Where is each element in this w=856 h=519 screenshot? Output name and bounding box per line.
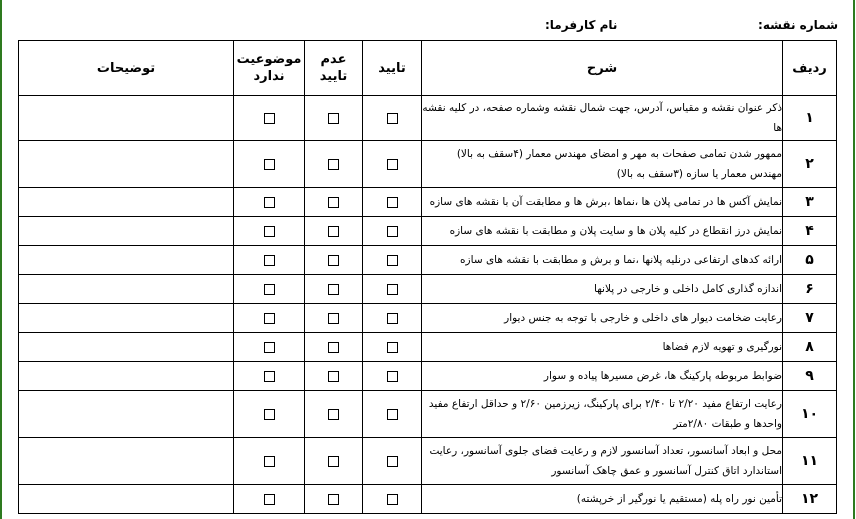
not-approve-cell — [305, 246, 363, 275]
not-applicable-cell — [234, 246, 305, 275]
not-approve-checkbox[interactable] — [328, 113, 339, 124]
not-applicable-checkbox[interactable] — [264, 313, 275, 324]
approve-cell — [363, 485, 422, 514]
not-applicable-checkbox[interactable] — [264, 226, 275, 237]
row-number: ۵ — [783, 246, 837, 275]
approve-cell — [363, 188, 422, 217]
table-row — [19, 333, 837, 362]
not-applicable-cell — [234, 141, 305, 188]
table-row — [19, 96, 837, 141]
notes-cell[interactable] — [19, 304, 234, 333]
notes-cell[interactable] — [19, 96, 234, 141]
approve-cell — [363, 304, 422, 333]
not-approve-cell — [305, 438, 363, 485]
notes-cell[interactable] — [19, 438, 234, 485]
not-applicable-cell — [234, 362, 305, 391]
row-number: ۴ — [783, 217, 837, 246]
not-applicable-checkbox[interactable] — [264, 371, 275, 382]
row-number: ۳ — [783, 188, 837, 217]
approve-cell — [363, 275, 422, 304]
not-applicable-checkbox[interactable] — [264, 197, 275, 208]
map-number-label: شماره نقشه: — [758, 18, 838, 32]
row-number: ۷ — [783, 304, 837, 333]
not-approve-cell — [305, 217, 363, 246]
row-description: اندازه گذاری کامل داخلی و خارجی در پلانها — [422, 275, 783, 304]
not-applicable-checkbox[interactable] — [264, 255, 275, 266]
not-applicable-checkbox[interactable] — [264, 494, 275, 505]
not-approve-checkbox[interactable] — [328, 284, 339, 295]
notes-cell[interactable] — [19, 362, 234, 391]
row-description: ارائه کدهای ارتفاعی درنلیه پلانها ،نما و برش و مطابقت با نقشه های سازه — [422, 246, 783, 275]
table-row — [19, 304, 837, 333]
row-description: رعایت ارتفاع مفید ۲/۲۰ تا ۲/۴۰ برای پارکینگ، زیرزمین ۲/۶۰ و حداقل ارتفاع مفید واحدها و طبقات ۲/۸۰متر — [422, 391, 783, 438]
row-number: ۶ — [783, 275, 837, 304]
not-approve-cell — [305, 485, 363, 514]
not-approve-cell — [305, 362, 363, 391]
table-header-row — [19, 41, 837, 96]
approve-cell — [363, 96, 422, 141]
row-number: ۱۰ — [783, 391, 837, 438]
row-description: ممهور شدن تمامی صفحات به مهر و امضای مهندس معمار (۴سقف به بالا) مهندس معمار یا سازه (۳سقف به بالا) — [422, 141, 783, 188]
approve-cell — [363, 438, 422, 485]
not-applicable-cell — [234, 275, 305, 304]
not-applicable-cell — [234, 438, 305, 485]
not-approve-checkbox[interactable] — [328, 409, 339, 420]
right-border-rule — [853, 0, 855, 519]
notes-cell[interactable] — [19, 188, 234, 217]
notes-cell[interactable] — [19, 275, 234, 304]
checklist-table — [18, 40, 837, 514]
row-number: ۱ — [783, 96, 837, 141]
approve-cell — [363, 362, 422, 391]
row-number: ۱۲ — [783, 485, 837, 514]
not-approve-cell — [305, 391, 363, 438]
not-applicable-checkbox[interactable] — [264, 456, 275, 467]
not-approve-cell — [305, 141, 363, 188]
column-header-approve: تایید — [363, 41, 422, 96]
table-row — [19, 275, 837, 304]
not-applicable-cell — [234, 333, 305, 362]
not-applicable-cell — [234, 217, 305, 246]
table-row — [19, 391, 837, 438]
notes-cell[interactable] — [19, 333, 234, 362]
left-border-rule — [0, 0, 2, 519]
table-row — [19, 485, 837, 514]
not-applicable-checkbox[interactable] — [264, 159, 275, 170]
column-header-not-approve: عدم تایید — [305, 41, 363, 96]
not-approve-checkbox[interactable] — [328, 197, 339, 208]
approve-checkbox[interactable] — [387, 159, 398, 170]
not-approve-checkbox[interactable] — [328, 159, 339, 170]
row-description: تأمین نور راه پله (مستقیم یا نورگیر از خرپشته) — [422, 485, 783, 514]
approve-checkbox[interactable] — [387, 197, 398, 208]
not-approve-cell — [305, 304, 363, 333]
not-approve-checkbox[interactable] — [328, 371, 339, 382]
table-row — [19, 246, 837, 275]
not-applicable-cell — [234, 188, 305, 217]
not-approve-cell — [305, 333, 363, 362]
approve-checkbox[interactable] — [387, 284, 398, 295]
approve-checkbox[interactable] — [387, 494, 398, 505]
not-approve-checkbox[interactable] — [328, 494, 339, 505]
column-header-row-number: ردیف — [783, 41, 837, 96]
notes-cell[interactable] — [19, 217, 234, 246]
approve-cell — [363, 217, 422, 246]
row-number: ۸ — [783, 333, 837, 362]
row-number: ۲ — [783, 141, 837, 188]
approve-checkbox[interactable] — [387, 409, 398, 420]
row-description: رعایت ضخامت دیوار های داخلی و خارجی با توجه به جنس دیوار — [422, 304, 783, 333]
approve-cell — [363, 141, 422, 188]
employer-name-label: نام کارفرما: — [545, 18, 618, 32]
approve-checkbox[interactable] — [387, 313, 398, 324]
row-description: نمایش درز انقطاع در کلیه پلان ها و سایت پلان و مطابقت با نقشه های سازه — [422, 217, 783, 246]
approve-checkbox[interactable] — [387, 456, 398, 467]
row-number: ۱۱ — [783, 438, 837, 485]
notes-cell[interactable] — [19, 246, 234, 275]
notes-cell[interactable] — [19, 391, 234, 438]
not-applicable-cell — [234, 391, 305, 438]
not-approve-cell — [305, 188, 363, 217]
row-description: محل و ابعاد آسانسور، تعداد آسانسور لازم و رعایت فضای جلوی آسانسور، رعایت استاندارد اتاق کنترل آسانسور و عمق چاهک آسانسور — [422, 438, 783, 485]
not-approve-checkbox[interactable] — [328, 342, 339, 353]
not-applicable-cell — [234, 304, 305, 333]
notes-cell[interactable] — [19, 485, 234, 514]
approve-cell — [363, 333, 422, 362]
notes-cell[interactable] — [19, 141, 234, 188]
not-applicable-cell — [234, 96, 305, 141]
row-description: ضوابط مربوطه پارکینگ ها، غرض مسیرها پیاده و سوار — [422, 362, 783, 391]
table-row — [19, 362, 837, 391]
not-approve-checkbox[interactable] — [328, 255, 339, 266]
not-approve-cell — [305, 275, 363, 304]
row-description: ذکر عنوان نقشه و مقیاس، آدرس، جهت شمال نقشه وشماره صفحه، در کلیه نقشه ها — [422, 96, 783, 141]
row-number: ۹ — [783, 362, 837, 391]
table-row — [19, 438, 837, 485]
table-row — [19, 188, 837, 217]
table-row — [19, 217, 837, 246]
approve-checkbox[interactable] — [387, 255, 398, 266]
approve-checkbox[interactable] — [387, 342, 398, 353]
approve-cell — [363, 246, 422, 275]
not-applicable-checkbox[interactable] — [264, 113, 275, 124]
table-row — [19, 141, 837, 188]
not-applicable-checkbox[interactable] — [264, 409, 275, 420]
not-approve-checkbox[interactable] — [328, 313, 339, 324]
approve-checkbox[interactable] — [387, 371, 398, 382]
column-header-not-applicable: موضوعیت ندارد — [234, 41, 305, 96]
approve-cell — [363, 391, 422, 438]
approve-checkbox[interactable] — [387, 226, 398, 237]
not-applicable-checkbox[interactable] — [264, 342, 275, 353]
approve-checkbox[interactable] — [387, 113, 398, 124]
not-approve-checkbox[interactable] — [328, 226, 339, 237]
column-header-notes: توضیحات — [19, 41, 234, 96]
not-applicable-checkbox[interactable] — [264, 284, 275, 295]
column-header-description: شرح — [422, 41, 783, 96]
not-applicable-cell — [234, 485, 305, 514]
row-description: نورگیری و تهویه لازم فضاها — [422, 333, 783, 362]
not-approve-checkbox[interactable] — [328, 456, 339, 467]
not-approve-cell — [305, 96, 363, 141]
row-description: نمایش آکس ها در تمامی پلان ها ،نماها ،برش ها و مطابقت آن با نقشه های سازه — [422, 188, 783, 217]
